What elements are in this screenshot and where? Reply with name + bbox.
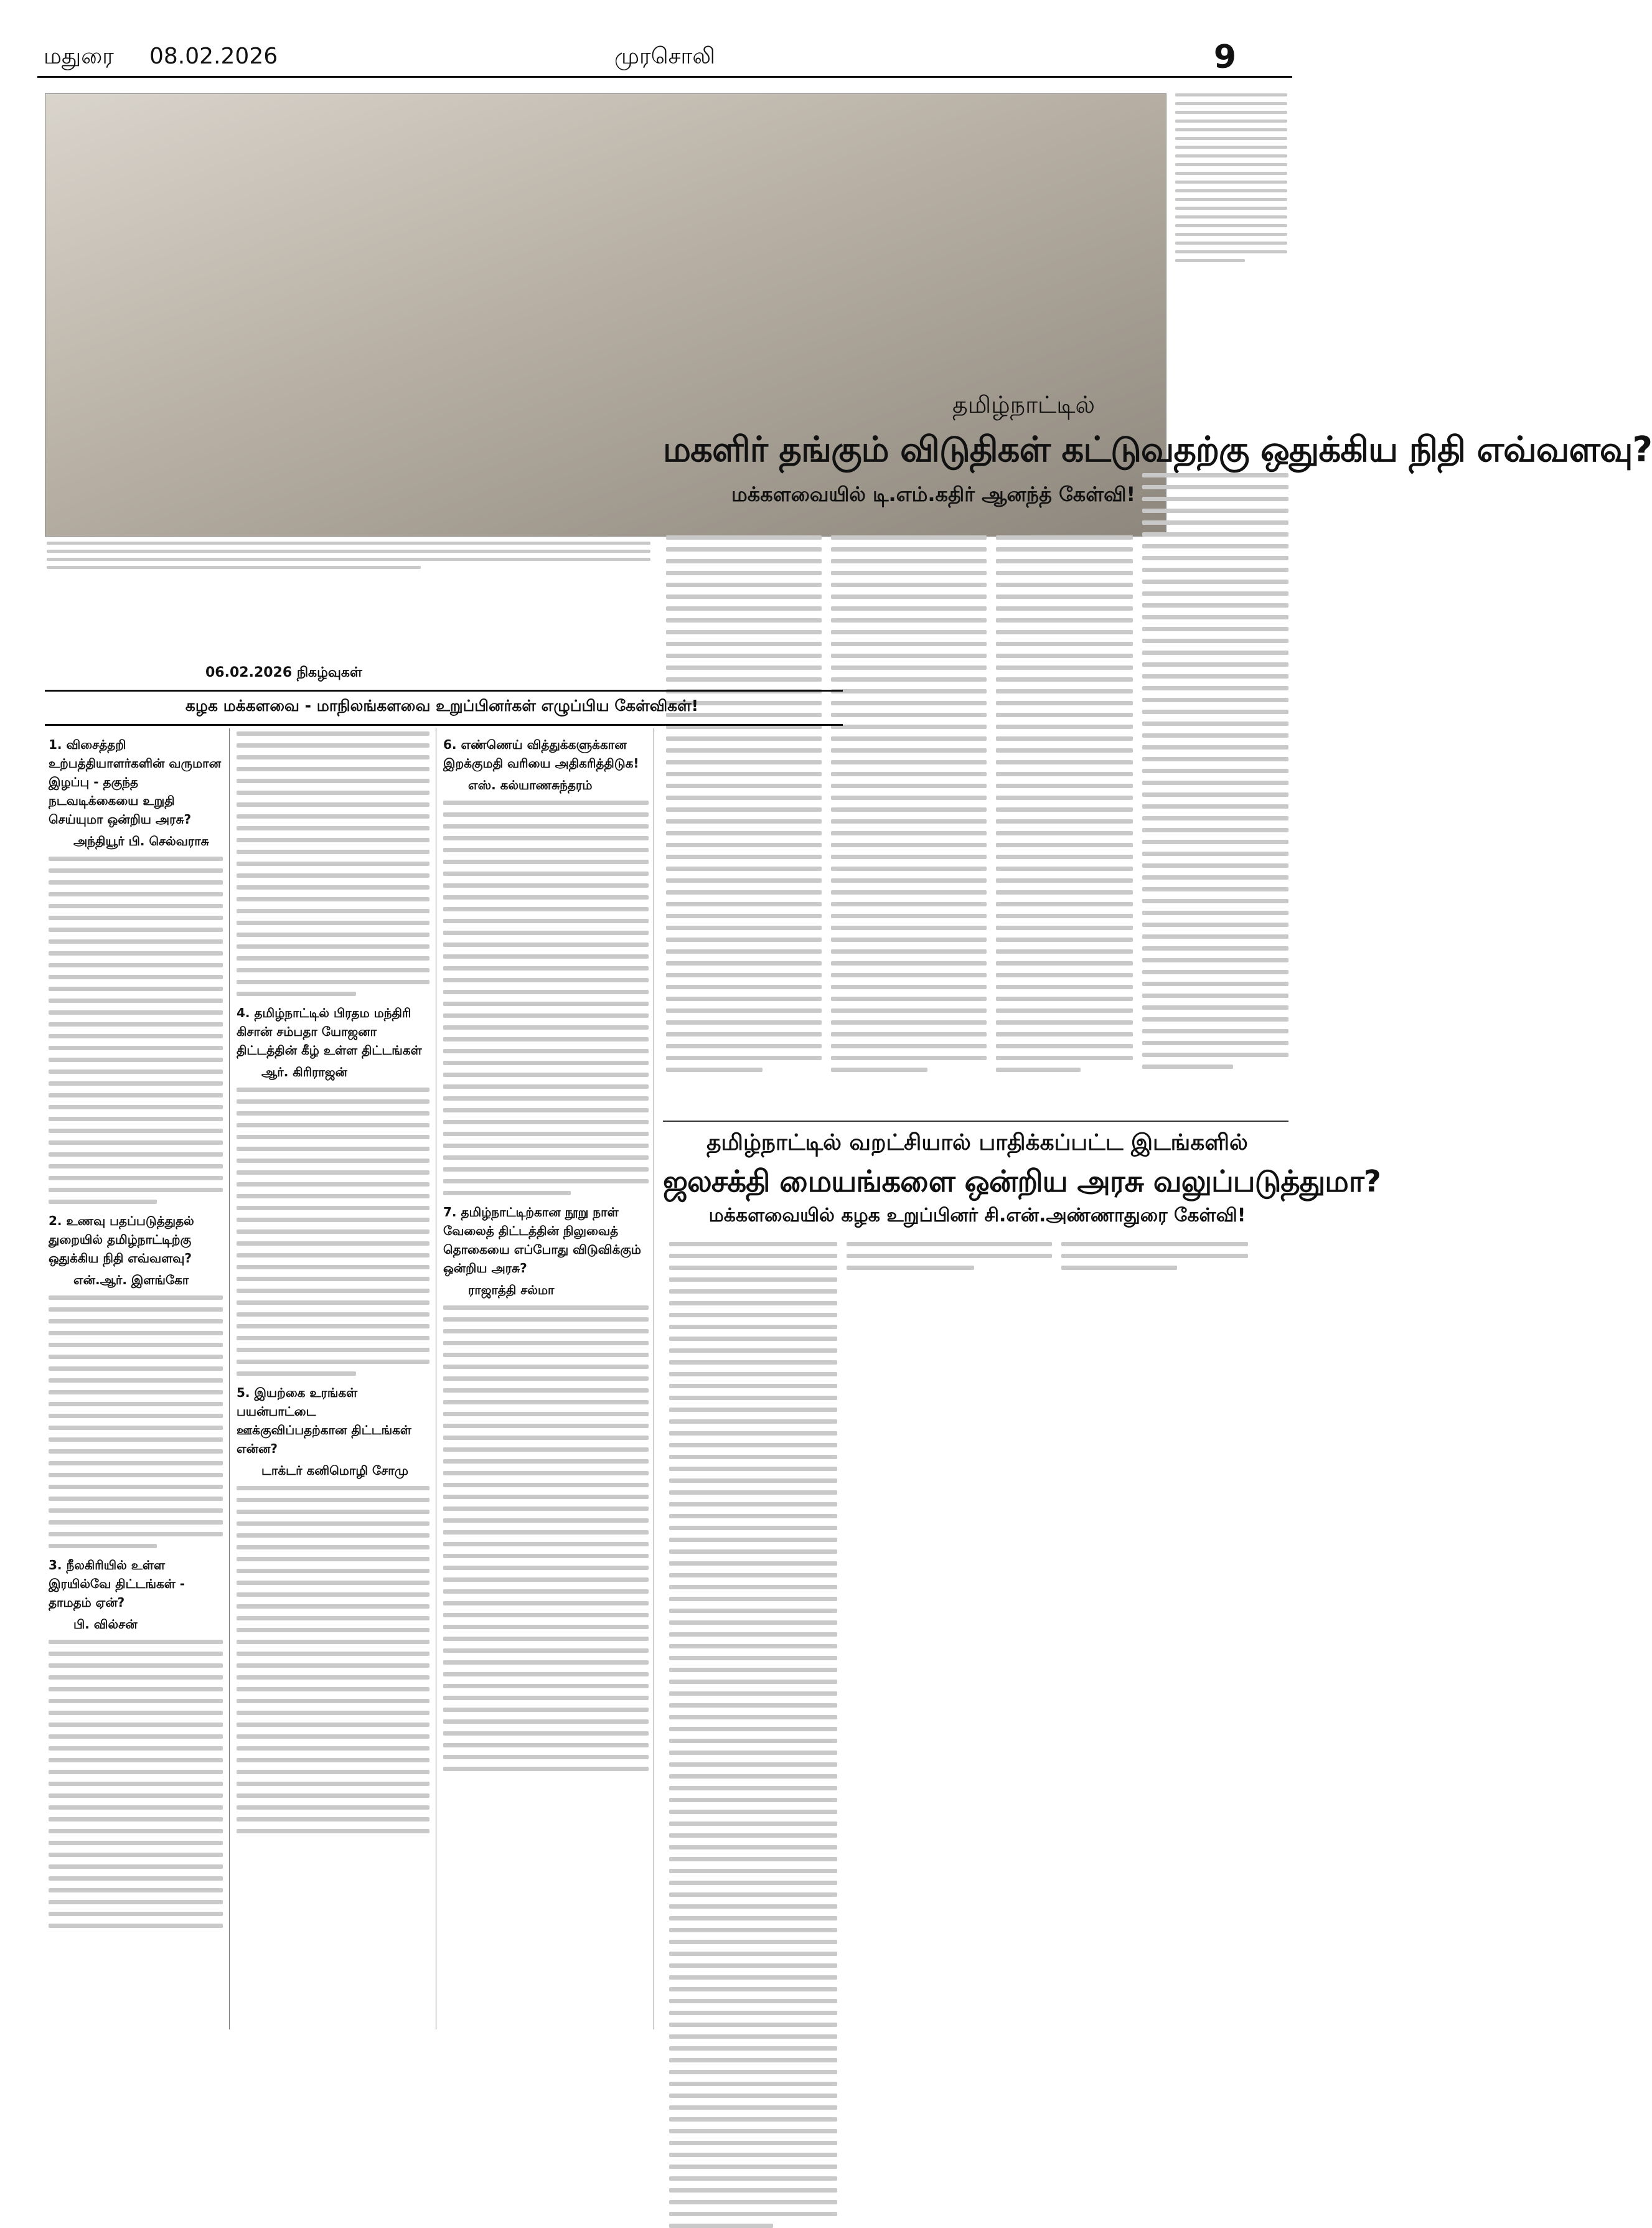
article1-headline: மகளிர் தங்கும் விடுதிகள் கட்டுவதற்கு ஒதுக்கிய நிதி எவ்வளவு? xyxy=(663,430,1652,470)
member-name: எஸ். கல்யாணசுந்தரம் xyxy=(468,778,593,792)
member-name: ராஜாத்தி சல்மா xyxy=(468,1282,555,1297)
column-divider xyxy=(229,728,230,2029)
article2-column-2 xyxy=(847,1242,1052,1279)
member-name: அந்தியூர் பி. செல்வராசு xyxy=(73,834,209,848)
article1-column-2 xyxy=(831,535,987,1114)
masthead-rule xyxy=(37,76,1292,78)
question-heading: 2. உணவு பதப்படுத்துதல் துறையில் தமிழ்நாட்டிற்கு ஒதுக்கிய நிதி எவ்வளவு? xyxy=(49,1213,194,1266)
article2-column-1 xyxy=(669,1242,837,2033)
masthead-date: 08.02.2026 xyxy=(149,44,278,69)
photo-side-caption xyxy=(1175,93,1287,405)
question-heading: 7. தமிழ்நாட்டிற்கான நூறு நாள் வேலைத் திட்டத்தின் நிலுவைத் தொகையை எப்போது விடுவிக்கும் ஒன்றிய அரசு? xyxy=(443,1205,642,1276)
article1-column-3 xyxy=(996,535,1133,1114)
question-heading: 4. தமிழ்நாட்டில் பிரதம மந்திரி கிசான் சம்பதா யோஜனா திட்டத்தின் கீழ் உள்ள திட்டங்கள் xyxy=(237,1005,422,1058)
masthead-paper-name: முரசொலி xyxy=(614,44,715,69)
article1-column-1 xyxy=(666,535,822,1114)
questions-column-2 xyxy=(237,731,429,2033)
page-number: 9 xyxy=(1213,39,1236,76)
article2-headline: ஜலசக்தி மையங்களை ஒன்றிய அரசு வலுப்படுத்துமா? xyxy=(663,1164,1381,1199)
questions-column-3 xyxy=(443,731,649,2033)
questions-column-1 xyxy=(49,731,223,2033)
article1-column-4 xyxy=(1142,473,1288,1114)
question-heading: 6. எண்ணெய் வித்துக்களுக்கான இறக்குமதி வரியை அதிகரித்திடுக! xyxy=(443,737,639,771)
member-name: டாக்டர் கனிமொழி சோமு xyxy=(261,1463,408,1478)
article2-byline: மக்களவையில் கழக உறுப்பினர் சி.என்.அண்ணாதுரை கேள்வி! xyxy=(708,1205,1246,1226)
section2-date: 06.02.2026 நிகழ்வுகள் xyxy=(205,665,362,680)
article2-column-3 xyxy=(1061,1242,1248,1279)
section2-banner-title: கழக மக்களவை - மாநிலங்களவை உறுப்பினர்கள் எழுப்பிய கேள்விகள்! xyxy=(185,697,699,715)
question-heading: 3. நீலகிரியில் உள்ள இரயில்வே திட்டங்கள் - தாமதம் ஏன்? xyxy=(49,1558,185,1610)
question-heading: 5. இயற்கை உரங்கள் பயன்பாட்டை ஊக்குவிப்பதற்கான திட்டங்கள் என்ன? xyxy=(237,1385,411,1456)
question-heading: 1. விசைத்தறி உற்பத்தியாளர்களின் வருமான இழப்பு - தகுந்த நடவடிக்கையை உறுதி செய்யுமா ஒன்றிய அரசு? xyxy=(49,737,222,827)
photo-caption xyxy=(47,542,650,591)
article1-byline: மக்களவையில் டி.எம்.கதிர் ஆனந்த் கேள்வி! xyxy=(731,482,1136,506)
member-name: என்.ஆர். இளங்கோ xyxy=(73,1272,189,1287)
article1-kicker: தமிழ்நாட்டில் xyxy=(952,391,1096,418)
member-name: பி. வில்சன் xyxy=(73,1617,138,1632)
member-name: ஆர். கிரிராஜன் xyxy=(261,1065,347,1079)
masthead-city: மதுரை xyxy=(44,44,114,69)
article2-kicker: தமிழ்நாட்டில் வறட்சியால் பாதிக்கப்பட்ட இடங்களில் xyxy=(706,1130,1248,1155)
article2-top-rule xyxy=(663,1121,1288,1122)
